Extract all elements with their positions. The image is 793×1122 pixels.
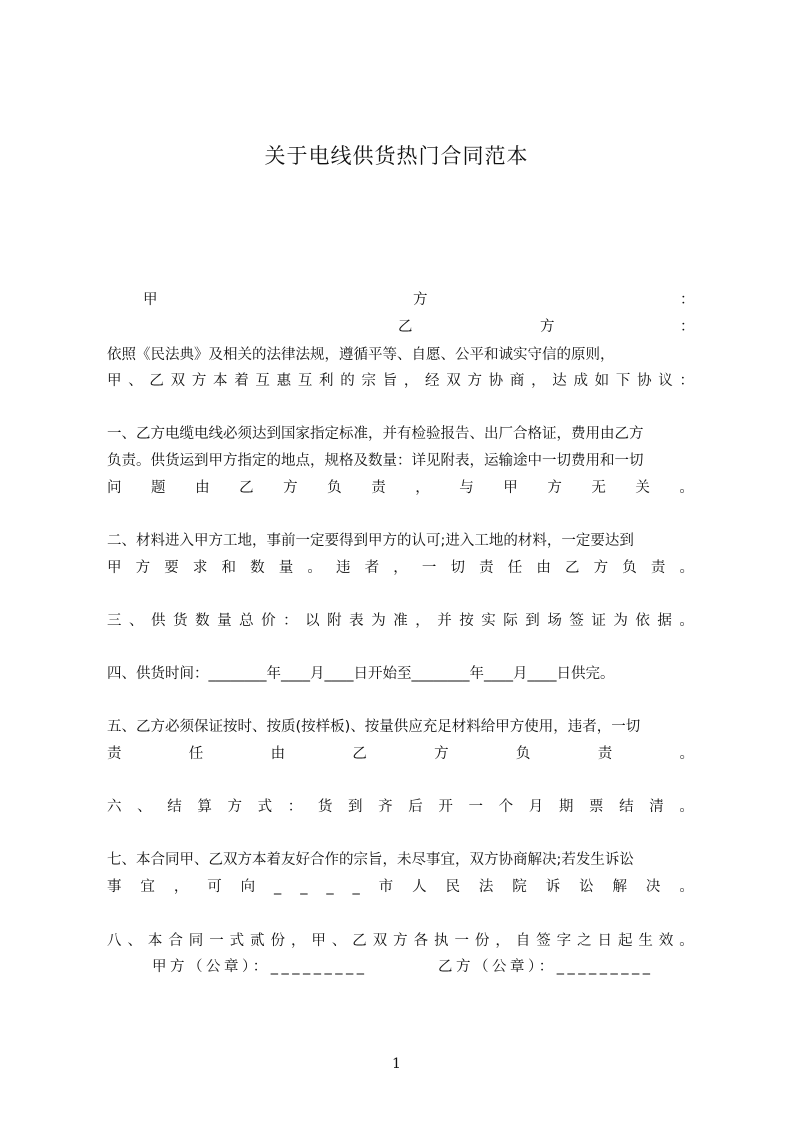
- justified-char: 据: [657, 613, 672, 629]
- clause-5-line-2: [107, 745, 694, 763]
- clause-7-line-1: 七、本合同甲、乙双方本着友好合作的宗旨，未尽事宜，双方协商解决;若发生诉讼: [107, 852, 634, 868]
- justified-char: ，: [173, 879, 189, 895]
- justified-char: 事: [107, 879, 122, 895]
- justified-char: ，: [403, 373, 419, 389]
- party-b-label-char-2: 方: [540, 319, 555, 335]
- justified-char: 结: [619, 799, 634, 815]
- justified-char: 方: [593, 560, 609, 576]
- justified-char: 贰: [250, 933, 265, 949]
- justified-char: 甲: [311, 933, 326, 949]
- justified-char: 证: [591, 613, 606, 629]
- justified-char: _: [326, 879, 334, 895]
- justified-char: 。: [679, 879, 694, 895]
- clause-6-line-1: [107, 798, 694, 816]
- justified-char: 本: [213, 373, 228, 389]
- clause-3-line-1: [107, 612, 694, 630]
- justified-char: _: [300, 879, 308, 895]
- justified-char: 乙: [565, 560, 580, 576]
- justified-char: 商: [509, 373, 525, 389]
- justified-char: 的: [340, 373, 355, 389]
- justified-char: 经: [425, 373, 440, 389]
- justified-char: 算: [197, 799, 212, 815]
- justified-char: 、: [127, 933, 142, 949]
- justified-char: 。: [679, 799, 694, 815]
- justified-char: 宗: [361, 373, 376, 389]
- justified-char: 方: [191, 373, 207, 389]
- justified-char: _: [274, 879, 282, 895]
- justified-char: 同: [188, 933, 204, 949]
- clause-1-line-1: 一、乙方电缆电线必须达到国家指定标准，并有检验报告、出厂合格证，费用由乙方: [107, 426, 644, 442]
- justified-char: 字: [556, 933, 572, 949]
- justified-char: 利: [319, 373, 334, 389]
- justified-char: 切: [450, 560, 465, 576]
- justified-char: 期: [558, 799, 574, 815]
- justified-char: 量: [278, 560, 294, 576]
- party-a-label-char-2: 方: [413, 292, 428, 308]
- justified-char: 清: [649, 799, 664, 815]
- justified-char: 讼: [579, 879, 594, 895]
- justified-char: 方: [227, 799, 242, 815]
- justified-char: 并: [437, 613, 452, 629]
- justified-char: 双: [446, 373, 461, 389]
- justified-char: 方: [135, 560, 151, 576]
- justified-char: 依: [635, 613, 650, 629]
- justified-char: 际: [503, 613, 518, 629]
- justified-char: 份: [270, 933, 285, 949]
- justified-char: ，: [415, 480, 430, 496]
- justified-char: 各: [413, 933, 429, 949]
- justified-char: 效: [658, 933, 674, 949]
- justified-char: 民: [445, 879, 460, 895]
- justified-char: 自: [515, 933, 531, 949]
- justified-char: 合: [168, 933, 183, 949]
- justified-char: 负: [515, 746, 531, 762]
- justified-char: 日: [597, 933, 612, 949]
- justified-char: 甲: [107, 373, 122, 389]
- justified-char: 签: [569, 613, 584, 629]
- clause-1-line-3: [107, 479, 694, 497]
- justified-char: 双: [170, 373, 186, 389]
- justified-char: 者: [364, 560, 380, 576]
- justified-char: 、: [128, 373, 143, 389]
- justified-char: 由: [195, 480, 210, 496]
- justified-char: 结: [167, 799, 182, 815]
- party-b-label-char-1: 乙: [398, 319, 413, 335]
- clause-2-line-1: 二、材料进入甲方工地，事前一定要得到甲方的认可;进入工地的材料，一定要达到: [107, 533, 634, 549]
- justified-char: 要: [164, 560, 179, 576]
- justified-char: 达: [552, 373, 567, 389]
- justified-char: 由: [536, 560, 551, 576]
- justified-char: 由: [270, 746, 286, 762]
- justified-char: 责: [479, 560, 494, 576]
- justified-char: 互: [297, 373, 313, 389]
- justified-char: 责: [107, 746, 122, 762]
- justified-char: 、: [331, 933, 347, 949]
- justified-char: 生: [638, 933, 653, 949]
- justified-char: 向: [240, 879, 256, 895]
- justified-char: 和: [221, 560, 236, 576]
- justified-char: 法: [478, 879, 494, 895]
- justified-char: 式: [229, 933, 245, 949]
- justified-char: 一: [421, 560, 437, 576]
- justified-char: 人: [412, 879, 427, 895]
- justified-char: 货: [317, 799, 333, 815]
- party-b-signature: 乙方（公章）：_________: [438, 959, 654, 975]
- justified-char: 为: [613, 613, 628, 629]
- justified-char: 八: [107, 933, 122, 949]
- justified-char: 任: [188, 746, 204, 762]
- justified-char: 协: [637, 373, 652, 389]
- justified-char: 。: [679, 613, 694, 629]
- justified-char: 供: [151, 613, 166, 629]
- party-a-signature: 甲方（公章）：_________: [152, 959, 368, 975]
- justified-char: ，: [393, 560, 408, 576]
- justified-char: 、: [137, 799, 152, 815]
- justified-char: 与: [459, 480, 474, 496]
- justified-char: 到: [348, 799, 363, 815]
- clause-5-line-1: 五、乙方必须保证按时、按质(按样板)、按量供应充足材料给甲方使用，违者，一切: [107, 719, 641, 735]
- justified-char: 宜: [140, 879, 155, 895]
- justified-char: 关: [635, 480, 650, 496]
- justified-char: 签: [536, 933, 551, 949]
- justified-char: 任: [507, 560, 523, 576]
- party-a-label-char-1: 甲: [143, 292, 158, 308]
- justified-char: 式: [257, 799, 273, 815]
- justified-char: 方: [547, 480, 562, 496]
- justified-char: 负: [327, 480, 342, 496]
- justified-char: 准: [393, 613, 408, 629]
- justified-char: 月: [528, 799, 544, 815]
- justified-char: 总: [239, 613, 254, 629]
- justified-char: 。: [679, 480, 694, 496]
- justified-char: 责: [650, 560, 666, 576]
- justified-char: 开: [438, 799, 453, 815]
- justified-char: 一: [209, 933, 224, 949]
- justified-char: 数: [250, 560, 265, 576]
- justified-char: 方: [467, 373, 482, 389]
- clause-4-line-1: 四、供货时间：________年____月____日开始至________年____月____日供完。: [107, 666, 615, 682]
- justified-char: 。: [679, 933, 694, 949]
- justified-char: 以: [305, 613, 320, 629]
- justified-char: 乙: [352, 746, 367, 762]
- justified-char: 。: [307, 560, 322, 576]
- justified-char: 成: [573, 373, 588, 389]
- justified-char: 六: [107, 799, 122, 815]
- justified-char: 市: [378, 879, 394, 895]
- justified-char: 本: [147, 933, 163, 949]
- justified-char: 份: [474, 933, 490, 949]
- justified-char: 量: [217, 613, 232, 629]
- page-number: 1: [392, 1056, 401, 1072]
- justified-char: 无: [591, 480, 606, 496]
- justified-char: 数: [195, 613, 210, 629]
- justified-char: 甲: [503, 480, 518, 496]
- justified-char: 院: [512, 879, 527, 895]
- justified-char: 可: [207, 879, 222, 895]
- justified-char: 一: [454, 933, 469, 949]
- justified-char: 。: [679, 746, 694, 762]
- justified-char: 附: [327, 613, 342, 629]
- justified-char: 乙: [239, 480, 254, 496]
- justified-char: 方: [283, 480, 298, 496]
- party-b-label-char-3: ：: [680, 319, 695, 335]
- intro-line-1: 依照《民法典》及相关的法律法规，遵循平等、自愿、公平和诚实守信的原则，: [107, 347, 615, 363]
- justified-char: 下: [615, 373, 631, 389]
- justified-char: 惠: [276, 373, 292, 389]
- justified-char: 价: [261, 613, 276, 629]
- justified-char: 三: [107, 613, 122, 629]
- justified-char: 决: [645, 879, 661, 895]
- justified-char: 为: [371, 613, 386, 629]
- justified-char: 、: [129, 613, 144, 629]
- justified-char: 责: [597, 746, 613, 762]
- justified-char: 场: [547, 613, 562, 629]
- justified-char: 方: [434, 746, 449, 762]
- justified-char: 一: [468, 799, 483, 815]
- justified-char: ，: [415, 613, 430, 629]
- justified-char: 求: [192, 560, 208, 576]
- justified-char: 个: [498, 799, 514, 815]
- justified-char: 问: [107, 480, 122, 496]
- justified-char: ：: [283, 613, 298, 629]
- justified-char: 互: [255, 373, 270, 389]
- justified-char: 票: [589, 799, 604, 815]
- justified-char: 解: [612, 879, 627, 895]
- justified-char: 协: [488, 373, 504, 389]
- justified-char: 乙: [352, 933, 367, 949]
- justified-char: _: [352, 879, 360, 895]
- clause-7-line-2: [107, 878, 694, 896]
- justified-char: 到: [525, 613, 540, 629]
- document-title: 关于电线供货热门合同范本: [264, 144, 529, 168]
- clause-8-line-1: [107, 932, 694, 950]
- justified-char: 。: [679, 560, 694, 576]
- justified-char: 表: [349, 613, 364, 629]
- justified-char: 实: [481, 613, 496, 629]
- justified-char: 违: [336, 560, 351, 576]
- justified-char: 货: [173, 613, 188, 629]
- justified-char: 旨: [382, 373, 398, 389]
- justified-char: 执: [434, 933, 449, 949]
- justified-char: 如: [594, 373, 610, 389]
- justified-char: 负: [622, 560, 637, 576]
- justified-char: 之: [577, 933, 592, 949]
- justified-char: 方: [393, 933, 408, 949]
- justified-char: ：: [679, 373, 694, 389]
- justified-char: 后: [408, 799, 423, 815]
- clause-2-line-2: [107, 559, 694, 577]
- justified-char: 诉: [545, 879, 561, 895]
- clause-1-line-2: 负责。供货运到甲方指定的地点，规格及数量：详见附表，运输途中一切费用和一切: [107, 453, 644, 469]
- justified-char: 责: [371, 480, 386, 496]
- justified-char: ，: [290, 933, 306, 949]
- justified-char: ：: [287, 799, 303, 815]
- justified-char: 按: [459, 613, 474, 629]
- party-a-label-char-3: ：: [680, 292, 695, 308]
- justified-char: 乙: [149, 373, 164, 389]
- justified-char: ，: [531, 373, 546, 389]
- justified-char: 齐: [378, 799, 393, 815]
- justified-char: 题: [151, 480, 166, 496]
- justified-char: 起: [617, 933, 633, 949]
- justified-char: 着: [234, 373, 249, 389]
- justified-char: 甲: [107, 560, 122, 576]
- justified-char: 议: [658, 373, 673, 389]
- intro-line-2: [107, 372, 694, 390]
- justified-char: ，: [495, 933, 510, 949]
- justified-char: 双: [372, 933, 388, 949]
